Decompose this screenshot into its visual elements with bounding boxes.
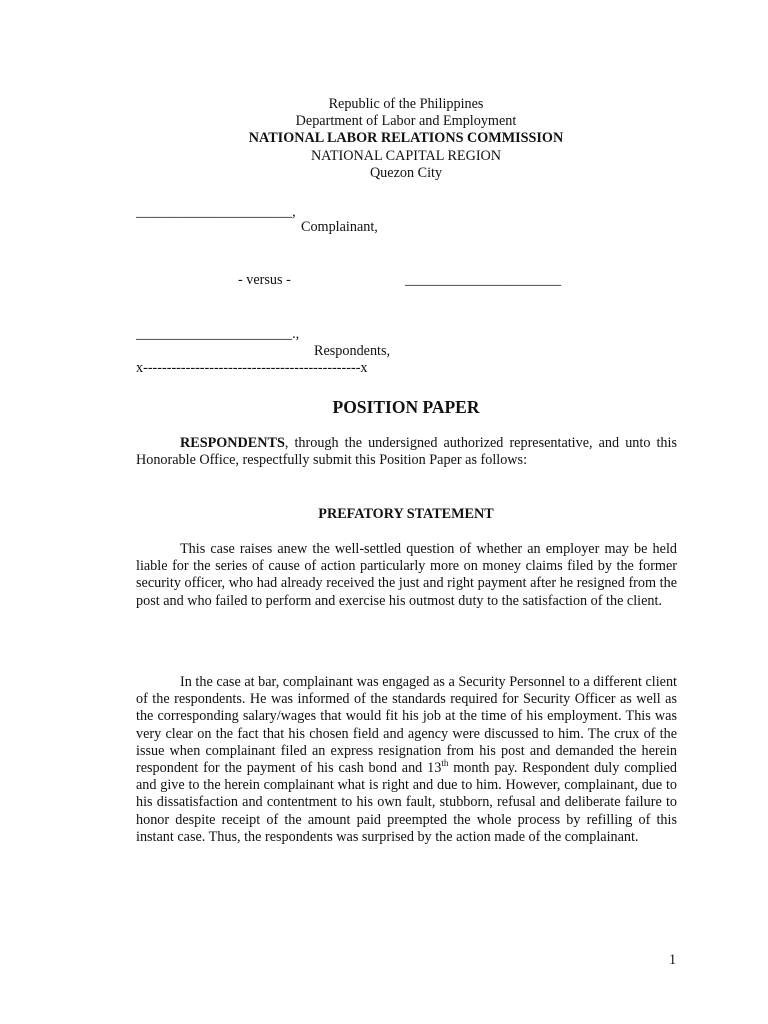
complainant-label: Complainant, <box>301 219 378 235</box>
document-title: POSITION PAPER <box>332 397 480 417</box>
paragraph-1-text: This case raises anew the well-settled question of whether an employer may be held liable for the series of cause of action particularly more on money claims filed by the former security officer, who had already received the just and right payment after he resigned from the post and who failed to perform and exercise his outmost duty to the satisfaction of the client. <box>136 541 677 609</box>
header-city: Quezon City <box>369 165 443 181</box>
header-republic: Republic of the Philippines <box>328 96 484 112</box>
paragraph-2 <box>136 674 677 846</box>
paragraph-2-part2: month pay. Respondent duly complied and give to the herein complainant what is right and due to him. However, complainant, due to his dissatisfaction and contentment to his own fault, stubborn, refusal and deliberate failure to honor despite receipt of the amount paid preempted the whole process by refilling of this instant case. Thus, the respondents was surprised by the action made of the complainant. <box>136 760 677 845</box>
respondents-label: Respondents, <box>314 343 391 359</box>
page-number: 1 <box>669 952 677 968</box>
paragraph-2-part1: In the case at bar, complainant was engaged as a Security Personnel to a different client of the respondents. He was informed of the standards required for Security Officer as well as the corresponding salary/wages that would fit his job at the time of his employment. This was very clear on the fact that his chosen field and agency were discussed to him. The crux of the issue when complainant filed an express resignation from his post and demanded the herein respondent for the payment of his cash bond and 13 <box>136 674 677 777</box>
header-commission: NATIONAL LABOR RELATIONS COMMISSION <box>248 130 564 146</box>
ordinal-superscript: th <box>441 758 449 769</box>
intro-lead: RESPONDENTS <box>180 435 285 451</box>
versus-label: - versus - <box>238 272 291 288</box>
caption-separator: x----------------------------------------------x <box>136 360 368 376</box>
versus-blank: ______________________ <box>405 272 562 288</box>
header-department: Department of Labor and Employment <box>295 113 517 129</box>
complainant-blank: ______________________, <box>136 204 296 220</box>
intro-paragraph <box>136 435 677 469</box>
respondent-blank: ______________________., <box>136 326 300 342</box>
header-region: NATIONAL CAPITAL REGION <box>310 148 502 164</box>
paragraph-1 <box>136 541 677 610</box>
intro-text: , through the undersigned authorized representative, and unto this Honorable Office, respectfully submit this Position Paper as follows: <box>136 435 677 469</box>
section-heading: PREFATORY STATEMENT <box>318 506 494 522</box>
